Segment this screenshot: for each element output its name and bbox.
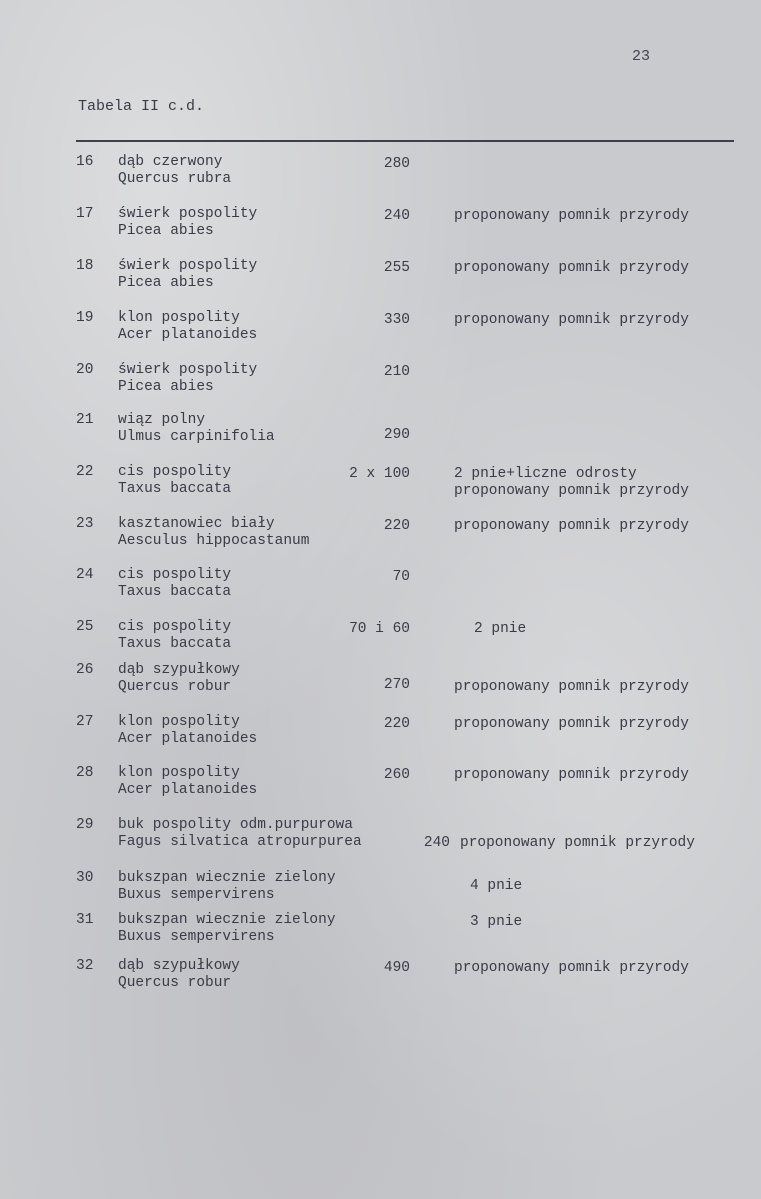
circumference: 210 xyxy=(383,364,410,380)
row-number: 29 xyxy=(76,817,94,833)
row-number: 32 xyxy=(76,958,94,974)
table-row xyxy=(0,619,761,659)
circumference: 280 xyxy=(383,156,410,172)
species-names xyxy=(118,714,257,748)
remark-line: 2 pnie+liczne odrosty xyxy=(454,466,637,482)
remark-line: proponowany pomnik przyrody xyxy=(454,208,689,224)
latin-name: Quercus robur xyxy=(118,975,232,991)
remark-line: proponowany pomnik przyrody xyxy=(454,767,689,783)
remarks xyxy=(454,312,689,329)
remarks xyxy=(454,716,689,733)
polish-name: cis pospolity xyxy=(118,619,232,635)
latin-name: Picea abies xyxy=(118,223,214,239)
row-number: 16 xyxy=(76,154,94,170)
row-number: 24 xyxy=(76,567,94,583)
row-number: 19 xyxy=(76,310,94,326)
table-row xyxy=(0,714,761,754)
row-number: 23 xyxy=(76,516,94,532)
latin-name: Fagus silvatica atropurpurea xyxy=(118,834,362,850)
remark-line: proponowany pomnik przyrody xyxy=(454,679,689,695)
table-row xyxy=(0,362,761,402)
polish-name: świerk pospolity xyxy=(118,362,258,378)
latin-name: Taxus baccata xyxy=(118,584,232,600)
table-row xyxy=(0,154,761,194)
circumference: 2 x 100 xyxy=(349,466,410,482)
row-number: 22 xyxy=(76,464,94,480)
table-title: Tabela II c.d. xyxy=(78,98,205,115)
page-number: 23 xyxy=(632,48,651,65)
species-names xyxy=(118,765,257,799)
row-number: 20 xyxy=(76,362,94,378)
latin-name: Taxus baccata xyxy=(118,481,232,497)
header-rule xyxy=(76,140,734,142)
species-names xyxy=(118,464,231,498)
table-row xyxy=(0,412,761,452)
polish-name: klon pospolity xyxy=(118,765,240,781)
latin-name: Picea abies xyxy=(118,275,214,291)
row-number: 26 xyxy=(76,662,94,678)
remarks xyxy=(454,260,689,277)
remark-line: proponowany pomnik przyrody xyxy=(454,960,689,976)
table-row xyxy=(0,662,761,702)
row-number: 30 xyxy=(76,870,94,886)
remark-line: proponowany pomnik przyrody xyxy=(454,312,689,328)
latin-name: Taxus baccata xyxy=(118,636,232,652)
remarks xyxy=(474,621,526,638)
polish-name: wiąz polny xyxy=(118,412,206,428)
species-names xyxy=(118,817,362,851)
table-row xyxy=(0,258,761,298)
circumference: 270 xyxy=(383,677,410,693)
table-row xyxy=(0,870,761,910)
circumference: 290 xyxy=(383,427,410,443)
polish-name: cis pospolity xyxy=(118,567,232,583)
remark-line: proponowany pomnik przyrody xyxy=(454,483,689,499)
circumference: 220 xyxy=(383,716,410,732)
polish-name: świerk pospolity xyxy=(118,206,258,222)
circumference: 255 xyxy=(383,260,410,276)
polish-name: dąb szypułkowy xyxy=(118,958,240,974)
polish-name: klon pospolity xyxy=(118,310,240,326)
table-row xyxy=(0,958,761,998)
remark-line: 4 pnie xyxy=(470,878,523,894)
table-row xyxy=(0,516,761,556)
species-names xyxy=(118,154,231,188)
species-names xyxy=(118,412,275,446)
remarks xyxy=(454,960,689,977)
row-number: 21 xyxy=(76,412,94,428)
table-row xyxy=(0,912,761,952)
species-names xyxy=(118,206,257,240)
polish-name: bukszpan wiecznie zielony xyxy=(118,870,336,886)
circumference: 330 xyxy=(383,312,410,328)
latin-name: Picea abies xyxy=(118,379,214,395)
latin-name: Acer platanoides xyxy=(118,731,258,747)
latin-name: Buxus sempervirens xyxy=(118,887,275,903)
remarks xyxy=(470,914,522,931)
circumference: 70 i 60 xyxy=(349,621,410,637)
species-names xyxy=(118,958,240,992)
species-names xyxy=(118,619,231,653)
table-row xyxy=(0,310,761,350)
polish-name: kasztanowiec biały xyxy=(118,516,275,532)
remark-line: proponowany pomnik przyrody xyxy=(460,835,695,851)
row-number: 25 xyxy=(76,619,94,635)
remarks xyxy=(460,835,695,852)
row-number: 28 xyxy=(76,765,94,781)
polish-name: buk pospolity odm.purpurowa xyxy=(118,817,353,833)
remarks xyxy=(454,518,689,535)
remark-line: 2 pnie xyxy=(474,621,527,637)
row-number: 17 xyxy=(76,206,94,222)
latin-name: Quercus rubra xyxy=(118,171,232,187)
species-names xyxy=(118,362,257,396)
polish-name: świerk pospolity xyxy=(118,258,258,274)
species-names xyxy=(118,567,231,601)
polish-name: dąb szypułkowy xyxy=(118,662,240,678)
circumference: 260 xyxy=(383,767,410,783)
circumference: 240 xyxy=(423,835,450,851)
polish-name: klon pospolity xyxy=(118,714,240,730)
latin-name: Aesculus hippocastanum xyxy=(118,533,310,549)
circumference: 490 xyxy=(383,960,410,976)
species-names xyxy=(118,258,257,292)
remarks xyxy=(454,679,689,696)
remarks xyxy=(454,466,689,500)
table-row xyxy=(0,817,761,857)
remark-line: proponowany pomnik przyrody xyxy=(454,716,689,732)
remark-line: proponowany pomnik przyrody xyxy=(454,518,689,534)
table-row xyxy=(0,765,761,805)
row-number: 27 xyxy=(76,714,94,730)
remark-line: proponowany pomnik przyrody xyxy=(454,260,689,276)
species-names xyxy=(118,516,309,550)
remarks xyxy=(454,208,689,225)
polish-name: cis pospolity xyxy=(118,464,232,480)
remarks xyxy=(454,767,689,784)
latin-name: Acer platanoides xyxy=(118,327,258,343)
table-row xyxy=(0,206,761,246)
species-names xyxy=(118,662,240,696)
polish-name: dąb czerwony xyxy=(118,154,223,170)
species-names xyxy=(118,310,257,344)
latin-name: Quercus robur xyxy=(118,679,232,695)
row-number: 18 xyxy=(76,258,94,274)
remarks xyxy=(470,878,522,895)
polish-name: bukszpan wiecznie zielony xyxy=(118,912,336,928)
circumference: 220 xyxy=(383,518,410,534)
table-row xyxy=(0,464,761,504)
latin-name: Acer platanoides xyxy=(118,782,258,798)
table-row xyxy=(0,567,761,607)
species-names xyxy=(118,870,336,904)
circumference: 240 xyxy=(383,208,410,224)
species-names xyxy=(118,912,336,946)
row-number: 31 xyxy=(76,912,94,928)
remark-line: 3 pnie xyxy=(470,914,523,930)
circumference: 70 xyxy=(392,569,410,585)
latin-name: Ulmus carpinifolia xyxy=(118,429,275,445)
latin-name: Buxus sempervirens xyxy=(118,929,275,945)
